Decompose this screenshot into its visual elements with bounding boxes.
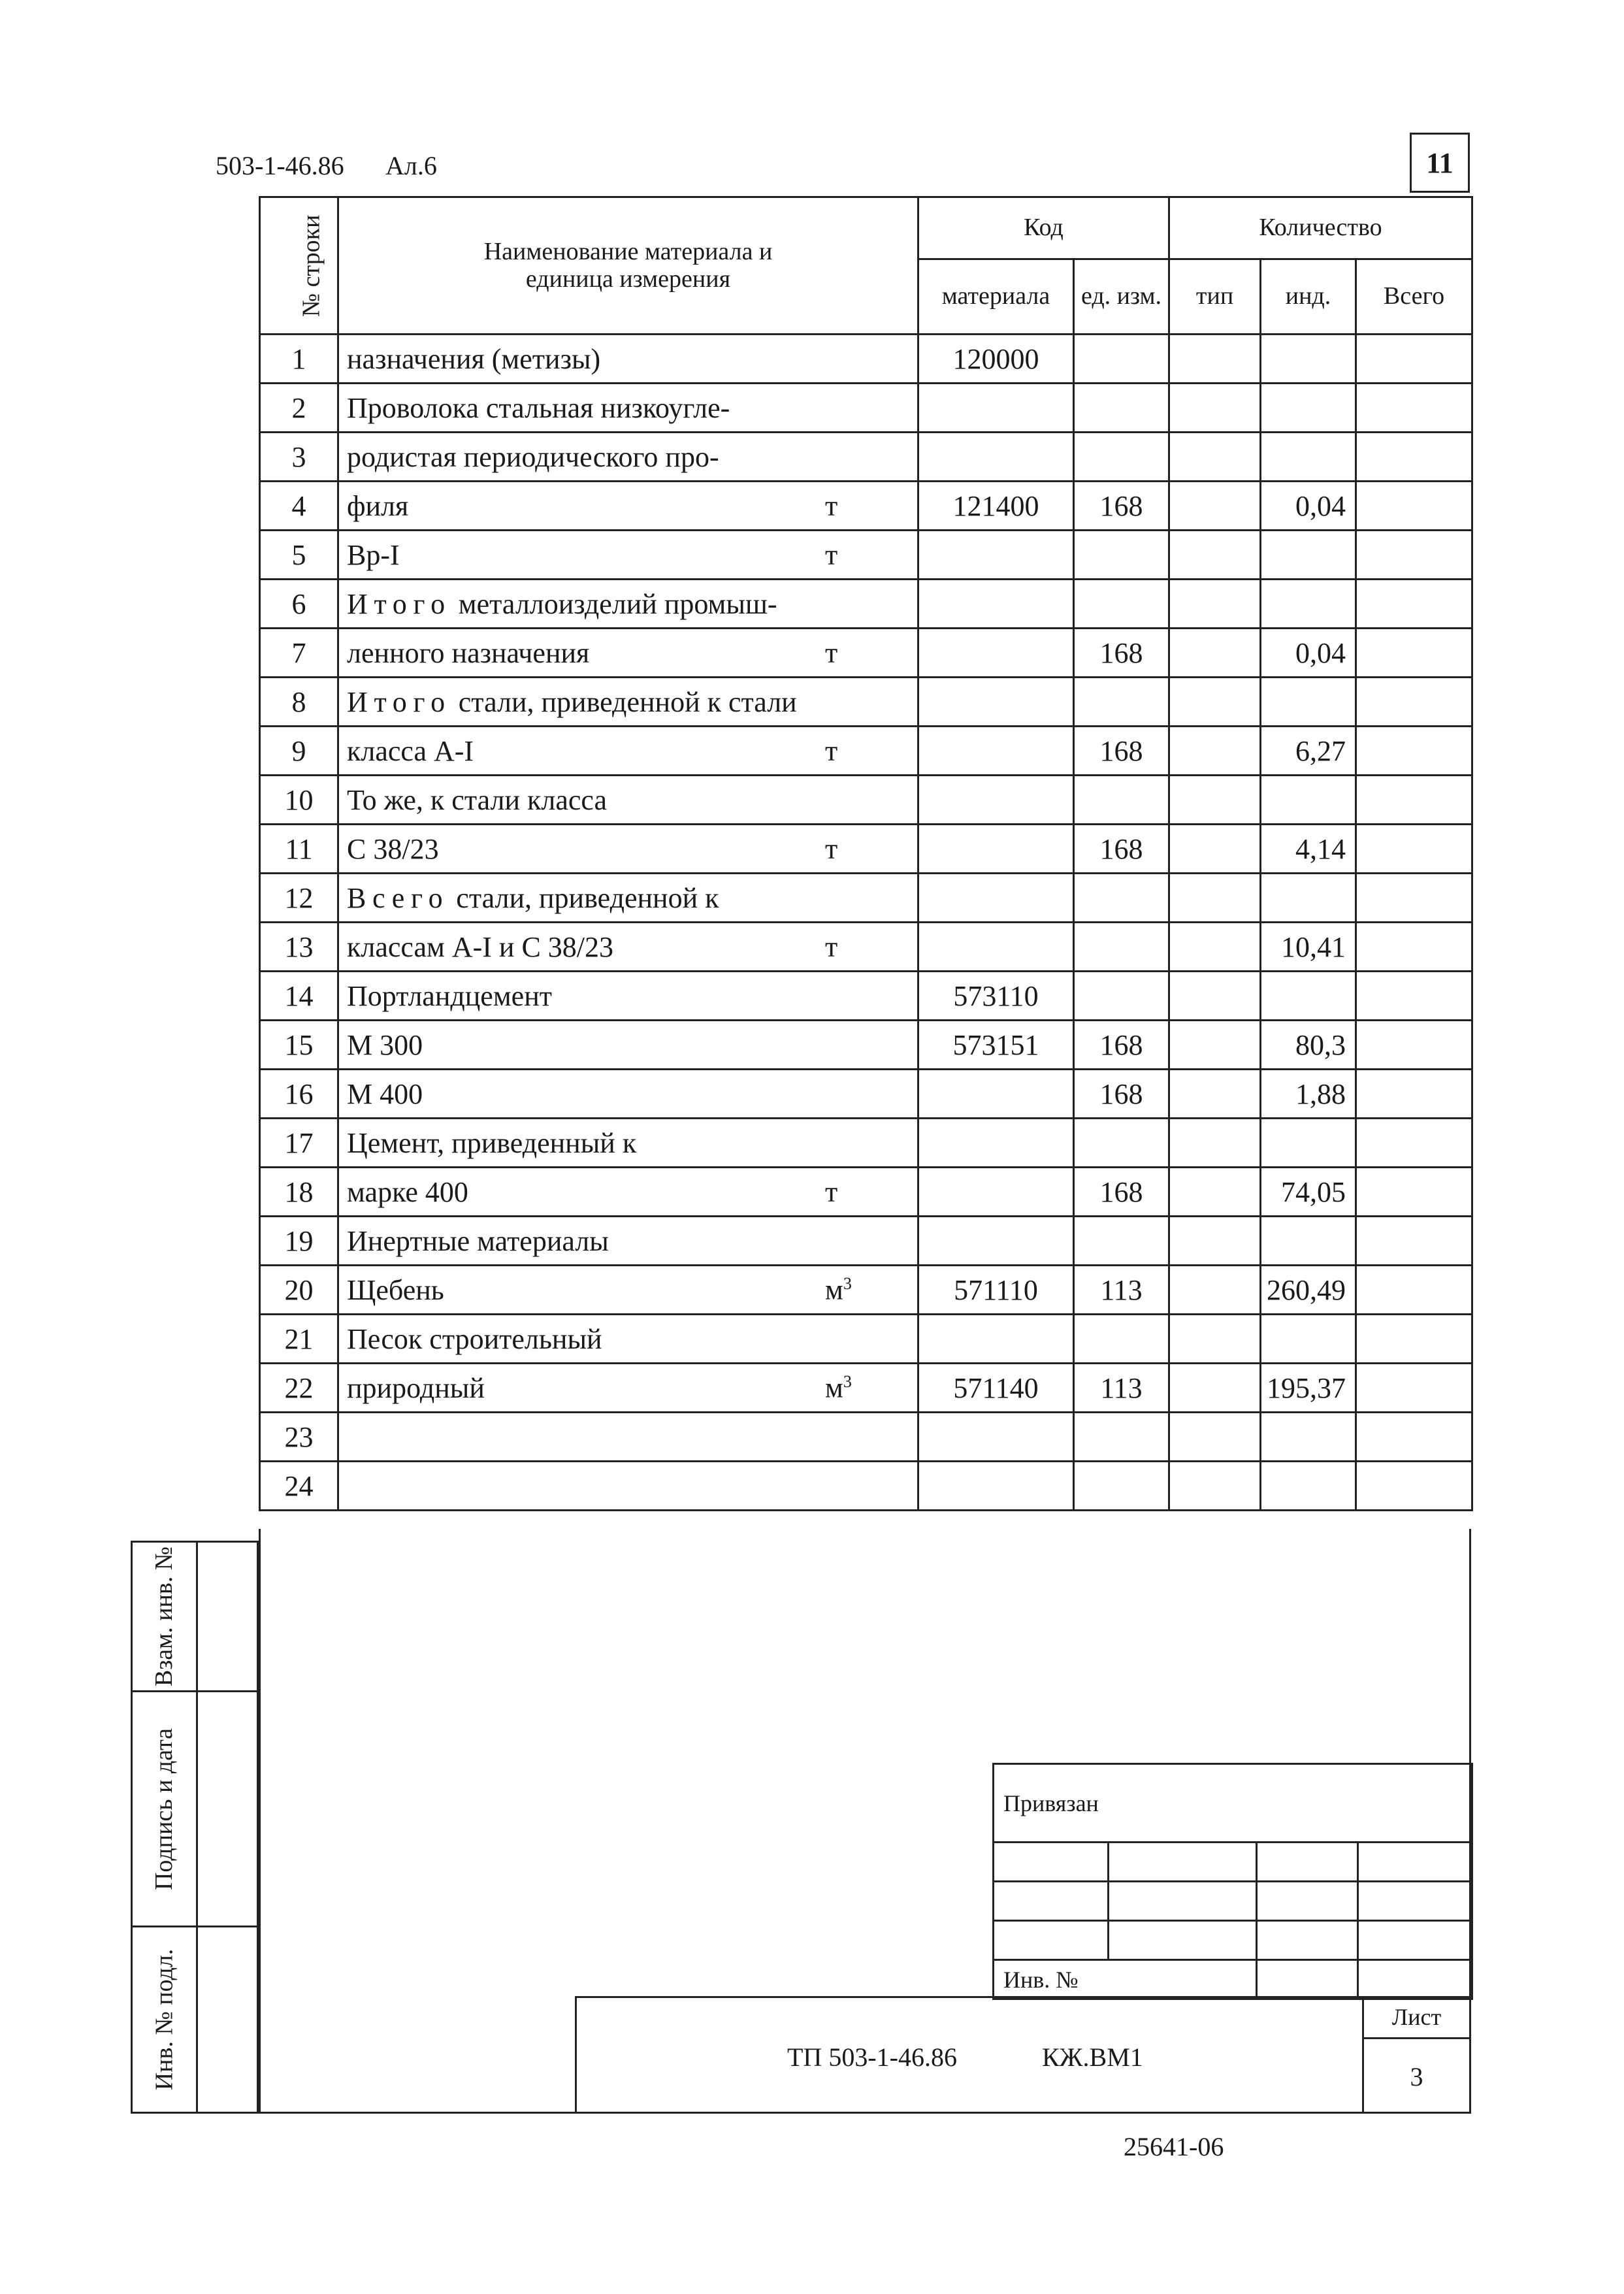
material-name-text: То же, к стали класса xyxy=(347,783,607,816)
qty-total xyxy=(1356,727,1472,776)
material-name xyxy=(338,482,918,531)
qty-ind xyxy=(1261,531,1356,580)
unit-text: т xyxy=(825,734,838,767)
row-number: 1 xyxy=(260,335,338,384)
row-number: 12 xyxy=(260,874,338,923)
table-row xyxy=(260,1413,1472,1462)
page-number: 11 xyxy=(1410,133,1470,193)
unit-of-measure xyxy=(825,930,837,964)
code-unit xyxy=(1074,1413,1169,1462)
material-name xyxy=(338,678,918,727)
code-unit xyxy=(1074,1315,1169,1364)
unit-of-measure xyxy=(825,832,837,866)
code-material xyxy=(918,874,1074,923)
code-unit xyxy=(1074,580,1169,629)
qty-total xyxy=(1356,580,1472,629)
code-material xyxy=(918,1217,1074,1266)
side-podpis-data xyxy=(131,1690,259,1927)
qty-ind xyxy=(1261,874,1356,923)
material-name-text: назначения (метизы) xyxy=(347,342,601,375)
code-material: 571110 xyxy=(918,1266,1074,1315)
table-row xyxy=(260,1266,1472,1315)
qty-type xyxy=(1169,1315,1261,1364)
qty-total xyxy=(1356,678,1472,727)
row-number: 4 xyxy=(260,482,338,531)
summary-word: Всего xyxy=(347,881,449,914)
unit-of-measure xyxy=(825,636,837,670)
material-name-text: металлоизделий промыш- xyxy=(451,587,777,620)
qty-total xyxy=(1356,972,1472,1021)
qty-total xyxy=(1356,825,1472,874)
code-material xyxy=(918,727,1074,776)
row-number: 10 xyxy=(260,776,338,825)
material-name xyxy=(338,1168,918,1217)
qty-total xyxy=(1356,1266,1472,1315)
code-unit: 168 xyxy=(1074,825,1169,874)
qty-type xyxy=(1169,482,1261,531)
material-name-text: Щебень xyxy=(347,1273,444,1306)
code-material xyxy=(918,433,1074,482)
side-inv-podl xyxy=(131,1925,259,2114)
qty-ind xyxy=(1261,678,1356,727)
row-number: 2 xyxy=(260,384,338,433)
qty-ind xyxy=(1261,972,1356,1021)
code-material: 573110 xyxy=(918,972,1074,1021)
material-name xyxy=(338,1021,918,1070)
qty-total xyxy=(1356,1462,1472,1511)
material-name-text: Цемент, приведенный к xyxy=(347,1126,637,1159)
code-material xyxy=(918,384,1074,433)
code-material xyxy=(918,825,1074,874)
row-number: 18 xyxy=(260,1168,338,1217)
qty-total xyxy=(1356,482,1472,531)
qty-total xyxy=(1356,1217,1472,1266)
list-label: Лист xyxy=(1362,1996,1471,2039)
document-code: 503-1-46.86 xyxy=(216,151,344,180)
unit-of-measure xyxy=(825,489,837,523)
summary-word: Итого xyxy=(347,587,451,620)
header-qty-total: Всего xyxy=(1356,259,1472,335)
qty-type xyxy=(1169,433,1261,482)
material-name-text: ленного назначения xyxy=(347,636,590,669)
material-name xyxy=(338,629,918,678)
table-row xyxy=(260,482,1472,531)
material-name xyxy=(338,384,918,433)
material-name-text: родистая периодического про- xyxy=(347,440,719,473)
unit-text: т xyxy=(825,489,838,522)
material-name xyxy=(338,580,918,629)
qty-type xyxy=(1169,629,1261,678)
qty-type xyxy=(1169,1070,1261,1119)
unit-of-measure xyxy=(825,734,837,768)
material-name-text: С 38/23 xyxy=(347,832,439,865)
material-name xyxy=(338,1315,918,1364)
qty-type xyxy=(1169,580,1261,629)
qty-total xyxy=(1356,1413,1472,1462)
table-row xyxy=(260,1021,1472,1070)
qty-type xyxy=(1169,678,1261,727)
qty-total xyxy=(1356,335,1472,384)
table-row xyxy=(260,1168,1472,1217)
code-unit: 113 xyxy=(1074,1364,1169,1413)
qty-type xyxy=(1169,1217,1261,1266)
material-name-text: классам А-I и С 38/23 xyxy=(347,930,614,963)
qty-ind: 80,3 xyxy=(1261,1021,1356,1070)
code-material xyxy=(918,1462,1074,1511)
table-row xyxy=(260,1070,1472,1119)
sheet-designation: Ал.6 xyxy=(385,151,437,180)
table-row xyxy=(260,678,1472,727)
qty-total xyxy=(1356,1119,1472,1168)
header-code-material: материала xyxy=(918,259,1074,335)
qty-ind: 10,41 xyxy=(1261,923,1356,972)
row-number: 20 xyxy=(260,1266,338,1315)
table-row xyxy=(260,972,1472,1021)
header-qty-ind: инд. xyxy=(1261,259,1356,335)
code-unit: 168 xyxy=(1074,727,1169,776)
material-name xyxy=(338,825,918,874)
stamp-code: ТП 503-1-46.86 xyxy=(787,2042,957,2072)
material-name xyxy=(338,1364,918,1413)
code-unit xyxy=(1074,923,1169,972)
header-quantity-group: Количество xyxy=(1169,197,1472,259)
qty-ind xyxy=(1261,1119,1356,1168)
header-code-unit: ед. изм. xyxy=(1074,259,1169,335)
qty-total xyxy=(1356,1021,1472,1070)
unit-of-measure xyxy=(825,1175,837,1209)
header-qty-type: тип xyxy=(1169,259,1261,335)
table-row xyxy=(260,531,1472,580)
code-material xyxy=(918,1119,1074,1168)
qty-ind xyxy=(1261,384,1356,433)
table-row xyxy=(260,1217,1472,1266)
code-material xyxy=(918,1070,1074,1119)
binding-inv-no: Инв. № xyxy=(994,1960,1257,1999)
binding-table xyxy=(992,1763,1473,2000)
material-name xyxy=(338,335,918,384)
table-row xyxy=(260,384,1472,433)
qty-ind: 74,05 xyxy=(1261,1168,1356,1217)
summary-word: Итого xyxy=(347,685,451,718)
header-material-name: Наименование материала и единица измерения xyxy=(338,197,918,335)
list-number: 3 xyxy=(1410,2061,1423,2091)
qty-ind: 0,04 xyxy=(1261,629,1356,678)
table-row xyxy=(260,580,1472,629)
code-unit xyxy=(1074,874,1169,923)
table-row xyxy=(260,335,1472,384)
table-row xyxy=(260,776,1472,825)
material-name xyxy=(338,923,918,972)
unit-text: т xyxy=(825,1175,838,1208)
header-row-number: № строки xyxy=(260,197,338,335)
code-material xyxy=(918,531,1074,580)
qty-total xyxy=(1356,874,1472,923)
unit-of-measure xyxy=(825,538,837,572)
code-material xyxy=(918,678,1074,727)
table-row xyxy=(260,1315,1472,1364)
table-row xyxy=(260,433,1472,482)
code-material xyxy=(918,629,1074,678)
row-number: 14 xyxy=(260,972,338,1021)
qty-type xyxy=(1169,1364,1261,1413)
material-name xyxy=(338,1070,918,1119)
material-name-text: Песок строительный xyxy=(347,1322,602,1355)
qty-total xyxy=(1356,1070,1472,1119)
row-number: 16 xyxy=(260,1070,338,1119)
material-name xyxy=(338,433,918,482)
code-material: 121400 xyxy=(918,482,1074,531)
footer-number: 25641-06 xyxy=(1124,2132,1224,2161)
qty-total xyxy=(1356,1315,1472,1364)
qty-ind: 195,37 xyxy=(1261,1364,1356,1413)
unit-of-measure xyxy=(825,1371,852,1405)
qty-type xyxy=(1169,1119,1261,1168)
qty-type xyxy=(1169,972,1261,1021)
qty-ind xyxy=(1261,335,1356,384)
row-number: 13 xyxy=(260,923,338,972)
qty-type xyxy=(1169,776,1261,825)
qty-total xyxy=(1356,384,1472,433)
qty-type xyxy=(1169,531,1261,580)
material-name xyxy=(338,1413,918,1462)
side-label-podpis: Подпись и дата xyxy=(150,1728,178,1890)
material-name-text: М 400 xyxy=(347,1077,423,1110)
row-number: 22 xyxy=(260,1364,338,1413)
code-unit xyxy=(1074,531,1169,580)
qty-type xyxy=(1169,727,1261,776)
material-name xyxy=(338,531,918,580)
qty-ind: 1,88 xyxy=(1261,1070,1356,1119)
code-material: 120000 xyxy=(918,335,1074,384)
material-name-text: природный xyxy=(347,1371,485,1404)
table-row xyxy=(260,1462,1472,1511)
materials-table xyxy=(259,196,1473,1511)
material-name-text: Инертные материалы xyxy=(347,1224,609,1257)
qty-ind: 4,14 xyxy=(1261,825,1356,874)
code-material: 573151 xyxy=(918,1021,1074,1070)
material-name xyxy=(338,1266,918,1315)
unit-text: м xyxy=(825,1273,843,1306)
material-name xyxy=(338,727,918,776)
code-unit: 168 xyxy=(1074,1070,1169,1119)
material-name-text: класса А-I xyxy=(347,734,474,767)
row-number: 17 xyxy=(260,1119,338,1168)
unit-text: т xyxy=(825,832,838,865)
row-number: 6 xyxy=(260,580,338,629)
row-number: 9 xyxy=(260,727,338,776)
qty-total xyxy=(1356,923,1472,972)
qty-type xyxy=(1169,384,1261,433)
material-name xyxy=(338,972,918,1021)
code-unit: 113 xyxy=(1074,1266,1169,1315)
side-label-inv-podl: Инв. № подл. xyxy=(150,1948,178,2091)
unit-superscript: 3 xyxy=(843,1371,852,1391)
qty-ind xyxy=(1261,1462,1356,1511)
unit-text: т xyxy=(825,930,838,963)
code-unit xyxy=(1074,1119,1169,1168)
material-name xyxy=(338,776,918,825)
qty-total xyxy=(1356,1168,1472,1217)
code-unit xyxy=(1074,1462,1169,1511)
qty-ind xyxy=(1261,1413,1356,1462)
qty-type xyxy=(1169,335,1261,384)
code-unit: 168 xyxy=(1074,629,1169,678)
qty-ind: 6,27 xyxy=(1261,727,1356,776)
side-label-vzam: Взам. инв. № xyxy=(150,1546,178,1687)
code-unit xyxy=(1074,433,1169,482)
qty-type xyxy=(1169,1266,1261,1315)
qty-ind: 260,49 xyxy=(1261,1266,1356,1315)
table-row xyxy=(260,629,1472,678)
code-unit xyxy=(1074,1217,1169,1266)
qty-type xyxy=(1169,874,1261,923)
row-number: 21 xyxy=(260,1315,338,1364)
qty-ind xyxy=(1261,580,1356,629)
code-material xyxy=(918,580,1074,629)
row-number: 7 xyxy=(260,629,338,678)
qty-type xyxy=(1169,1413,1261,1462)
unit-of-measure xyxy=(825,1273,852,1307)
material-name-text: М 300 xyxy=(347,1028,423,1061)
qty-type xyxy=(1169,1021,1261,1070)
qty-type xyxy=(1169,923,1261,972)
material-name xyxy=(338,1462,918,1511)
qty-total xyxy=(1356,433,1472,482)
row-number: 24 xyxy=(260,1462,338,1511)
qty-ind xyxy=(1261,1217,1356,1266)
unit-superscript: 3 xyxy=(843,1273,852,1293)
qty-type xyxy=(1169,1462,1261,1511)
code-unit: 168 xyxy=(1074,482,1169,531)
row-number: 8 xyxy=(260,678,338,727)
code-material xyxy=(918,1413,1074,1462)
material-name xyxy=(338,1217,918,1266)
title-block xyxy=(575,1996,1471,2114)
stamp-mark: КЖ.ВМ1 xyxy=(1042,2042,1143,2072)
qty-total xyxy=(1356,1364,1472,1413)
header-code-group: Код xyxy=(918,197,1169,259)
table-row xyxy=(260,727,1472,776)
material-name-text: Проволока стальная низкоугле- xyxy=(347,391,730,424)
material-name-text: стали, приведенной к стали xyxy=(451,685,797,718)
qty-total xyxy=(1356,531,1472,580)
row-number: 5 xyxy=(260,531,338,580)
code-material xyxy=(918,1168,1074,1217)
material-name-text: Вр-I xyxy=(347,538,400,571)
qty-ind xyxy=(1261,1315,1356,1364)
code-unit xyxy=(1074,776,1169,825)
unit-text: т xyxy=(825,538,838,571)
material-name-text: Портландцемент xyxy=(347,979,552,1012)
row-number: 23 xyxy=(260,1413,338,1462)
code-unit xyxy=(1074,384,1169,433)
row-number: 3 xyxy=(260,433,338,482)
material-name-text: филя xyxy=(347,489,409,522)
code-unit: 168 xyxy=(1074,1021,1169,1070)
code-material xyxy=(918,923,1074,972)
material-name xyxy=(338,874,918,923)
code-material xyxy=(918,1315,1074,1364)
unit-text: т xyxy=(825,636,838,669)
material-name-text: марке 400 xyxy=(347,1175,468,1208)
qty-total xyxy=(1356,776,1472,825)
material-name xyxy=(338,1119,918,1168)
code-material: 571140 xyxy=(918,1364,1074,1413)
qty-type xyxy=(1169,825,1261,874)
qty-type xyxy=(1169,1168,1261,1217)
row-number: 15 xyxy=(260,1021,338,1070)
table-row xyxy=(260,1119,1472,1168)
qty-ind: 0,04 xyxy=(1261,482,1356,531)
table-row xyxy=(260,874,1472,923)
table-row xyxy=(260,1364,1472,1413)
material-name-text: стали, приведенной к xyxy=(449,881,719,914)
side-vzam-inv xyxy=(131,1541,259,1692)
code-unit xyxy=(1074,972,1169,1021)
unit-text: м xyxy=(825,1371,843,1404)
row-number: 11 xyxy=(260,825,338,874)
binding-label: Привязан xyxy=(994,1764,1472,1843)
code-material xyxy=(918,776,1074,825)
table-row xyxy=(260,825,1472,874)
qty-ind xyxy=(1261,776,1356,825)
qty-ind xyxy=(1261,433,1356,482)
code-unit xyxy=(1074,335,1169,384)
qty-total xyxy=(1356,629,1472,678)
row-number: 19 xyxy=(260,1217,338,1266)
table-row xyxy=(260,923,1472,972)
code-unit xyxy=(1074,678,1169,727)
code-unit: 168 xyxy=(1074,1168,1169,1217)
